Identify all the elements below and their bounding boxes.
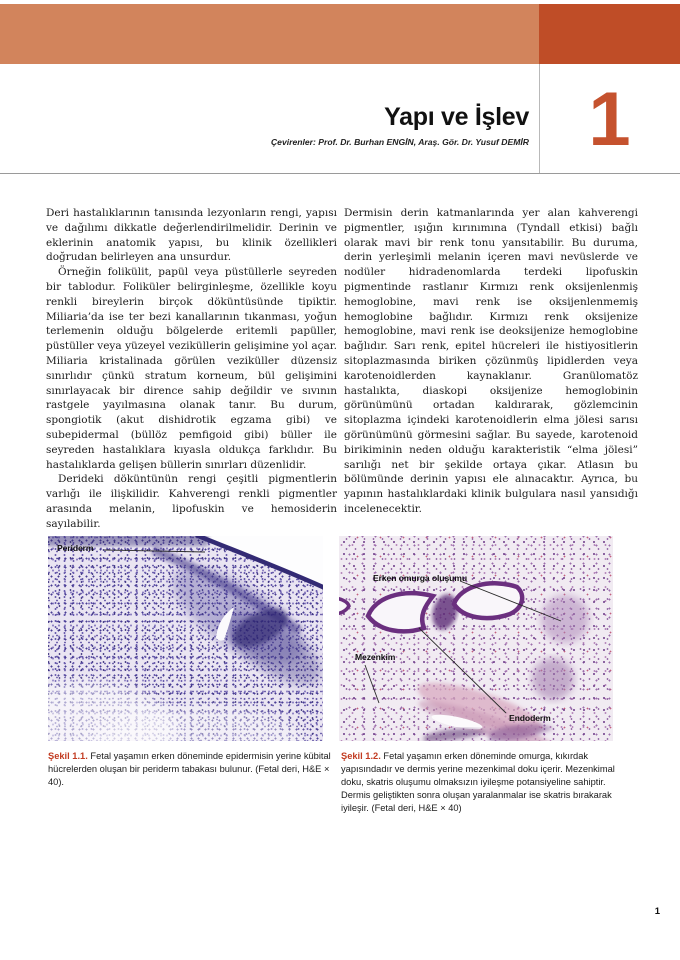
figure-label: Şekil 1.1.: [48, 751, 88, 761]
chapter-number: 1: [588, 77, 631, 162]
chapter-title: Yapı ve İşlev: [384, 103, 529, 131]
figure-1-1-caption: [48, 750, 332, 789]
annotation-periderm: Periderm: [57, 543, 94, 553]
paragraph: Derideki döküntünün rengi çeşitli pigmentlerin varlığı ile ilişkilidir. Kahverengi renkli pigmentler arasında melanin, lipofuskin ve hemosiderin sayılabilir.: [46, 473, 337, 530]
annotation-erken-omurga: Erken omurga oluşumu: [373, 573, 467, 583]
paragraph: Örneğin folikülit, papül veya püstüllerle seyreden bir tablodur. Foliküler belirginleşme, özellikle koyu renkli bireylerin birçok döküntüsünde tipiktir. Miliaria’da ise ter bezi kanallarının tıkanması, yoğun terlemenin olduğu bölgelerde eritemli papüller, püstüller veya yüzeyel veziküllerin gelişimine yol açar. Miliaria kristalinada görülen veziküller düzensiz sınırlıdır çünkü stratum korneum, bül gelişimini sınırlayacak bir dirence sahip değildir ve sıvının rastgele yayılmasına olanak tanır. Bu durum, spongiotik (akut dishidrotik egzama gibi) ve subepidermal (büllöz pemfigoid gibi) büller ile seyreden hastalıklara kıyasla oldukça farklıdır. Bu hastalıklarda gelişen büllerin sınırları düzenlidir.: [46, 266, 337, 471]
translators-credit: Çevirenler: Prof. Dr. Burhan ENGİN, Araş. Gör. Dr. Yusuf DEMİR: [270, 137, 529, 147]
right-column: [344, 206, 638, 532]
figure-caption-text: Fetal yaşamın erken döneminde omurga, kıkırdak yapısındadır ve dermis yerine mezenkimal doku içerir. Mezenkimal doku, skatris oluşumu olmaksızın iyileşme potansiyeline sahiptir. Dermis geliştikten sonra oluşan yaralanmalar ise skatris bırakarak iyileşir. (Fetal deri, H&E × 40): [341, 751, 615, 813]
figure-1-2-caption: [341, 750, 637, 815]
figure-1-1-histology-image: [48, 536, 323, 741]
page-number: 1: [654, 906, 660, 917]
paragraph: Deri hastalıklarının tanısında lezyonların rengi, yapısı ve dağılımı dikkatle değerlendirilmelidir. Derinin ve eklerinin anatomik yapısı, bu klinik özellikleri doğrudan belirleyen ana unsurdur.: [46, 207, 337, 264]
header-red-block: [539, 4, 680, 64]
header-orange-band: [0, 4, 539, 64]
annotation-endoderm: Endoderm: [509, 713, 551, 723]
histology-overlay: [48, 536, 323, 741]
figure-label: Şekil 1.2.: [341, 751, 381, 761]
body-columns: [46, 206, 638, 532]
leader-line: [365, 665, 379, 703]
left-column: [46, 206, 337, 532]
annotation-mezenkim: Mezenkim: [355, 652, 396, 662]
paragraph: Dermisin derin katmanlarında yer alan kahverengi pigmentler, ışığın kırınımına (Tyndall etkisi) bağlı olarak mavi bir renk tonu yansıtabilir. Bu duruma, derin yerleşimli melanin içeren mavi nevüslerde ve nodüler hidradenomlarda terdeki lipofuskin pigmentinde rastlanır Kırmızı renk oksijenlenmiş hemoglobine, mavi renk ise oksijenlenmemiş hemoglobine bağlıdır. Kırmızı renk oksijenize hemoglobine, mavi renk ise deoksijenize hemoglobine bağlıdır. Sarı renk, epitel hücreleri ile histiyositlerin sitoplazmasında biriken çözünmüş lipidlerden veya karotenoidlerden kaynaklanır. Granülomatöz hastalıkta, diaskopi oksijenize hemoglobinin görünümünü ortadan kaldırarak, gözlemcinin sitoplazma içindeki karotenoidlerin elma jölesi sarısı görünümünü görmesini sağlar. Bu sayede, karotenoid birikiminin neden olduğu karakteristik “elma jölesi” sarılığı net bir şekilde ortaya çıkar. Atlasın bu bölümünde derinin yapısı ele alınacaktır. Ayrıca, bu yapının hastalıklardaki klinik bulgulara nasıl yansıdığı incelenecektir.: [344, 207, 638, 515]
histology-overlay: [339, 536, 613, 741]
figure-1-2-histology-image: [339, 536, 613, 741]
figure-caption-text: Fetal yaşamın erken döneminde epidermisin yerine kübital hücrelerden oluşan bir periderm tabakası bulunur. (Fetal deri, H&E × 40).: [48, 751, 331, 787]
figure-row: [0, 536, 680, 741]
header-horizontal-rule: [0, 173, 680, 174]
